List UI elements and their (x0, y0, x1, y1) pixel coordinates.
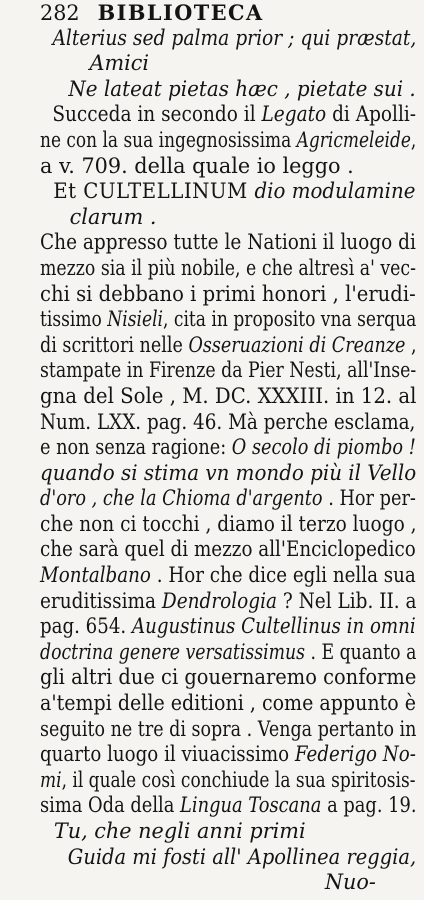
italic-text: Nisieli (107, 307, 164, 332)
italic-text: Amici (89, 51, 150, 76)
roman-text: Et CULTELLINUM (53, 179, 255, 204)
text-line (40, 460, 417, 487)
text-line (40, 819, 416, 845)
roman-text: seguito ne tre di sopra . Venga pertanto in (40, 716, 417, 741)
text-line (40, 332, 417, 359)
text-line (40, 255, 416, 282)
italic-text: Lingua Toscana (180, 793, 322, 818)
roman-text: gna del Sole , M. DC. XXXIII. in 12. al (40, 383, 417, 408)
roman-text: che sarà quel di mezzo all'Enciclopedico (40, 537, 416, 562)
roman-text: tissimo (40, 307, 108, 332)
text-line (40, 665, 417, 691)
text-line (40, 76, 416, 103)
text-line (40, 563, 416, 589)
italic-text: d'oro , che la Chioma d'argento (40, 486, 323, 511)
italic-text: clarum . (69, 204, 157, 229)
italic-text: Osseruazioni di Creanze (188, 332, 406, 357)
roman-text: ne con la sua ingegnosissima (40, 127, 297, 152)
roman-text: a pag. 19. (321, 793, 417, 818)
text-line (40, 205, 416, 231)
text-line (40, 383, 417, 410)
text-line (40, 588, 417, 615)
text-line (40, 307, 417, 333)
text-line (40, 230, 416, 256)
roman-text: a v. 709. della quale io leggo . (40, 153, 354, 178)
text-line (40, 51, 416, 77)
page-text (40, 0, 420, 896)
text-line (40, 358, 417, 384)
text-line (40, 511, 417, 538)
roman-text: stampate in Firenze da Pier Nesti, all'Inse- (40, 358, 417, 383)
roman-text: Che appresso tutte le Nationi il luogo di (40, 230, 416, 255)
text-line (40, 154, 416, 180)
roman-text: , cita in proposito vna serqua (163, 307, 417, 332)
roman-text: , il quale così conchiude la sua spiritosis- (61, 767, 416, 792)
italic-text: Tu, che negli anni primi (53, 819, 306, 843)
roman-text: ? Nel Lib. II. a (277, 588, 417, 613)
italic-text: Alterius sed palma prior ; qui præstat, (52, 25, 417, 50)
text-line (40, 179, 416, 205)
roman-text: . E quanto a (305, 639, 417, 664)
italic-text: Federigo No- (294, 742, 416, 767)
text-line (40, 793, 417, 819)
italic-text: Augustinus Cultellinus in omni (131, 614, 416, 639)
italic-text: O secolo di piombo ! (231, 435, 416, 460)
roman-text: chi si debbano i primi honori , l'erudi- (40, 281, 416, 306)
roman-text: e non senza ragione: (40, 435, 232, 460)
text-line (40, 435, 416, 461)
text-line (40, 102, 417, 128)
roman-text: sima Oda della (40, 793, 181, 818)
text-line (40, 691, 417, 717)
roman-text: a'tempi delle editioni , come appunto è (40, 691, 417, 716)
italic-text: Guida mi fosti all' Apollinea reggia, (67, 844, 417, 869)
italic-text: Ne lateat pietas hæc , pietate sui . (68, 76, 416, 101)
text-line (40, 25, 417, 52)
text-line (40, 742, 416, 768)
roman-text: Num. LXX. pag. 46. Mà perche esclama, (40, 409, 416, 434)
italic-text: doctrina genere versatissimus (40, 639, 306, 664)
text-line (40, 767, 416, 794)
running-header (40, 0, 416, 26)
italic-text: Legato (261, 102, 327, 127)
roman-text: , (410, 127, 417, 152)
page-number: 282 (40, 1, 80, 25)
roman-text: che non ci tocchi , diamo il terzo luogo , (40, 511, 417, 536)
roman-text: gli altri due ci gouernaremo conforme (40, 665, 417, 690)
italic-text: mi (40, 767, 62, 792)
text-line (40, 614, 416, 640)
catchword: Nuo- (324, 870, 376, 895)
italic-text: quando si stima vn mondo più il Vello (40, 460, 417, 485)
italic-text: dio modulamine (254, 179, 416, 204)
roman-text: . Hor che dice egli nella sua (150, 563, 416, 588)
italic-text: Montalbano (40, 563, 151, 588)
italic-text: Agricmeleide (296, 127, 411, 152)
roman-text: mezzo sia il più nobile, e che altresì a' vec- (40, 255, 416, 280)
text-line (40, 716, 417, 743)
roman-text: eruditissima (40, 588, 162, 613)
running-title: BIBLIOTECA (97, 0, 264, 25)
roman-text: quarto luogo il viuacissimo (40, 742, 295, 767)
roman-text: Succeda in secondo il (52, 102, 262, 127)
text-line (40, 281, 416, 308)
roman-text: pag. 654. (40, 614, 132, 639)
body-text (40, 26, 420, 871)
roman-text: di Apolli- (326, 102, 417, 127)
roman-text: di scrittori nelle (40, 332, 189, 357)
roman-text: . Hor per- (322, 486, 416, 511)
text-line (40, 537, 416, 563)
text-line (40, 127, 417, 154)
text-line (40, 844, 417, 871)
text-line (40, 486, 416, 512)
text-line (40, 409, 416, 436)
text-line (40, 639, 417, 666)
italic-text: Dendrologia (161, 588, 278, 613)
roman-text: , (405, 332, 417, 357)
